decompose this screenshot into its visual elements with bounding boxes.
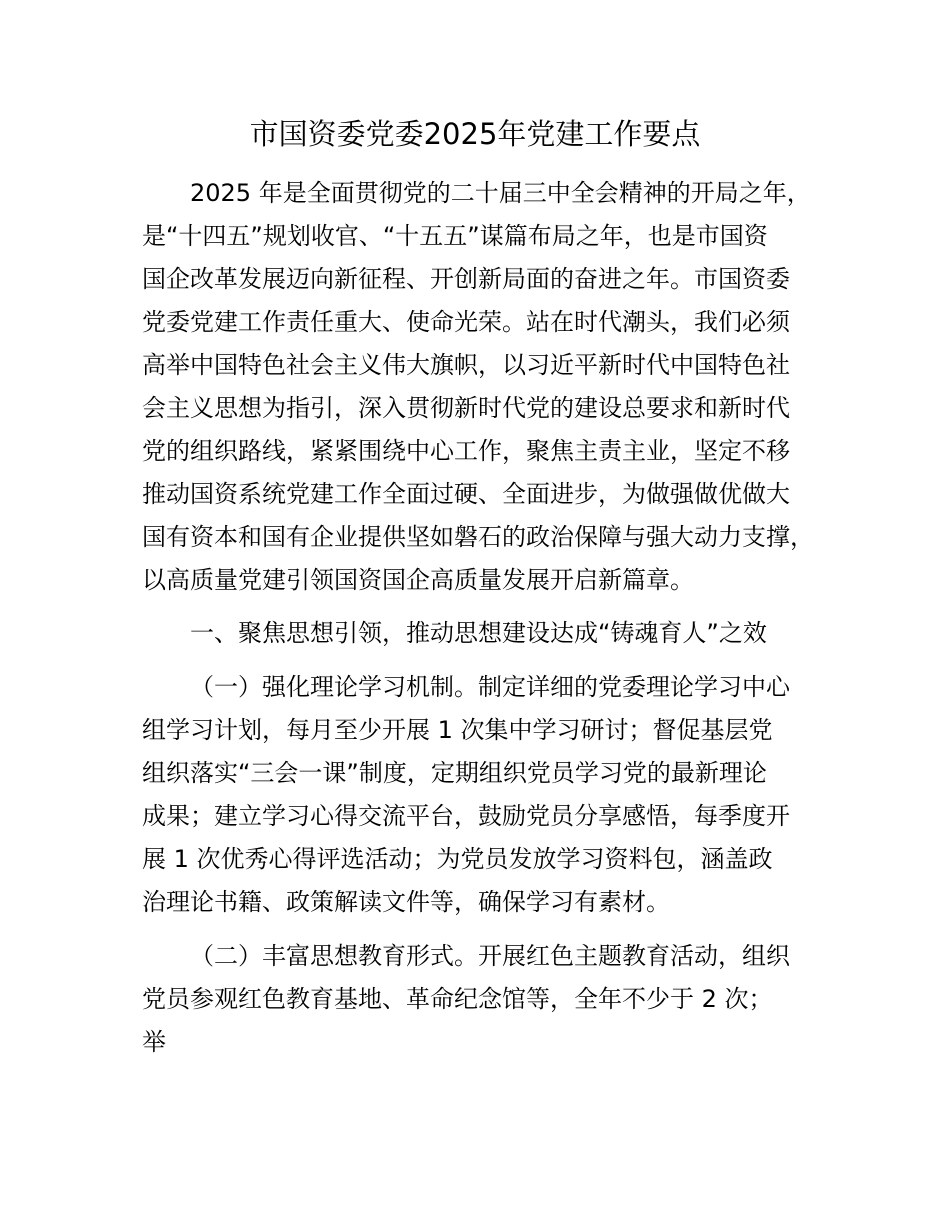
para1-line-1: （一）强化理论学习机制。制定详细的党委理论学习中心 xyxy=(190,673,790,701)
para1-line-6: 治理论书籍、政策解读文件等，确保学习有素材。 xyxy=(142,888,670,916)
para1-line-2: 组学习计划，每月至少开展 1 次集中学习研讨；督促基层党 xyxy=(142,716,773,744)
intro-line-7: 党的组织路线，紧紧围绕中心工作，聚焦主责主业，坚定不移 xyxy=(142,437,790,465)
intro-line-4: 党委党建工作责任重大、使命光荣。站在时代潮头，我们必须 xyxy=(142,308,790,336)
para1-line-5: 展 1 次优秀心得评选活动；为党员发放学习资料包，涵盖政 xyxy=(142,845,773,873)
para1-line-4: 成果；建立学习心得交流平台，鼓励党员分享感悟，每季度开 xyxy=(142,802,790,830)
section-heading-1: 一、聚焦思想引领，推动思想建设达成“铸魂育人”之效 xyxy=(190,619,767,647)
intro-line-3: 国企改革发展迈向新征程、开创新局面的奋进之年。市国资委 xyxy=(142,265,790,293)
para1-line-3: 组织落实“三会一课”制度，定期组织党员学习党的最新理论 xyxy=(142,759,767,787)
intro-line-6: 会主义思想为指引，深入贯彻新时代党的建设总要求和新时代 xyxy=(142,394,790,422)
para2-line-3: 举 xyxy=(142,1028,166,1056)
para2-line-1: （二）丰富思想教育形式。开展红色主题教育活动，组织 xyxy=(190,942,790,970)
intro-line-1: 2025 年是全面贯彻党的二十届三中全会精神的开局之年， xyxy=(190,179,811,207)
intro-line-9: 国有资本和国有企业提供坚如磐石的政治保障与强大动力支撑， xyxy=(142,523,814,551)
intro-line-5: 高举中国特色社会主义伟大旗帜，以习近平新时代中国特色社 xyxy=(142,351,790,379)
document-title: 市国资委党委2025年党建工作要点 xyxy=(249,117,701,151)
intro-line-10: 以高质量党建引领国资国企高质量发展开启新篇章。 xyxy=(142,566,694,594)
intro-line-8: 推动国资系统党建工作全面过硬、全面进步，为做强做优做大 xyxy=(142,480,790,508)
para2-line-2: 党员参观红色教育基地、革命纪念馆等，全年不少于 2 次； xyxy=(142,985,773,1013)
intro-line-2: 是“十四五”规划收官、“十五五”谋篇布局之年，也是市国资 xyxy=(142,222,768,250)
